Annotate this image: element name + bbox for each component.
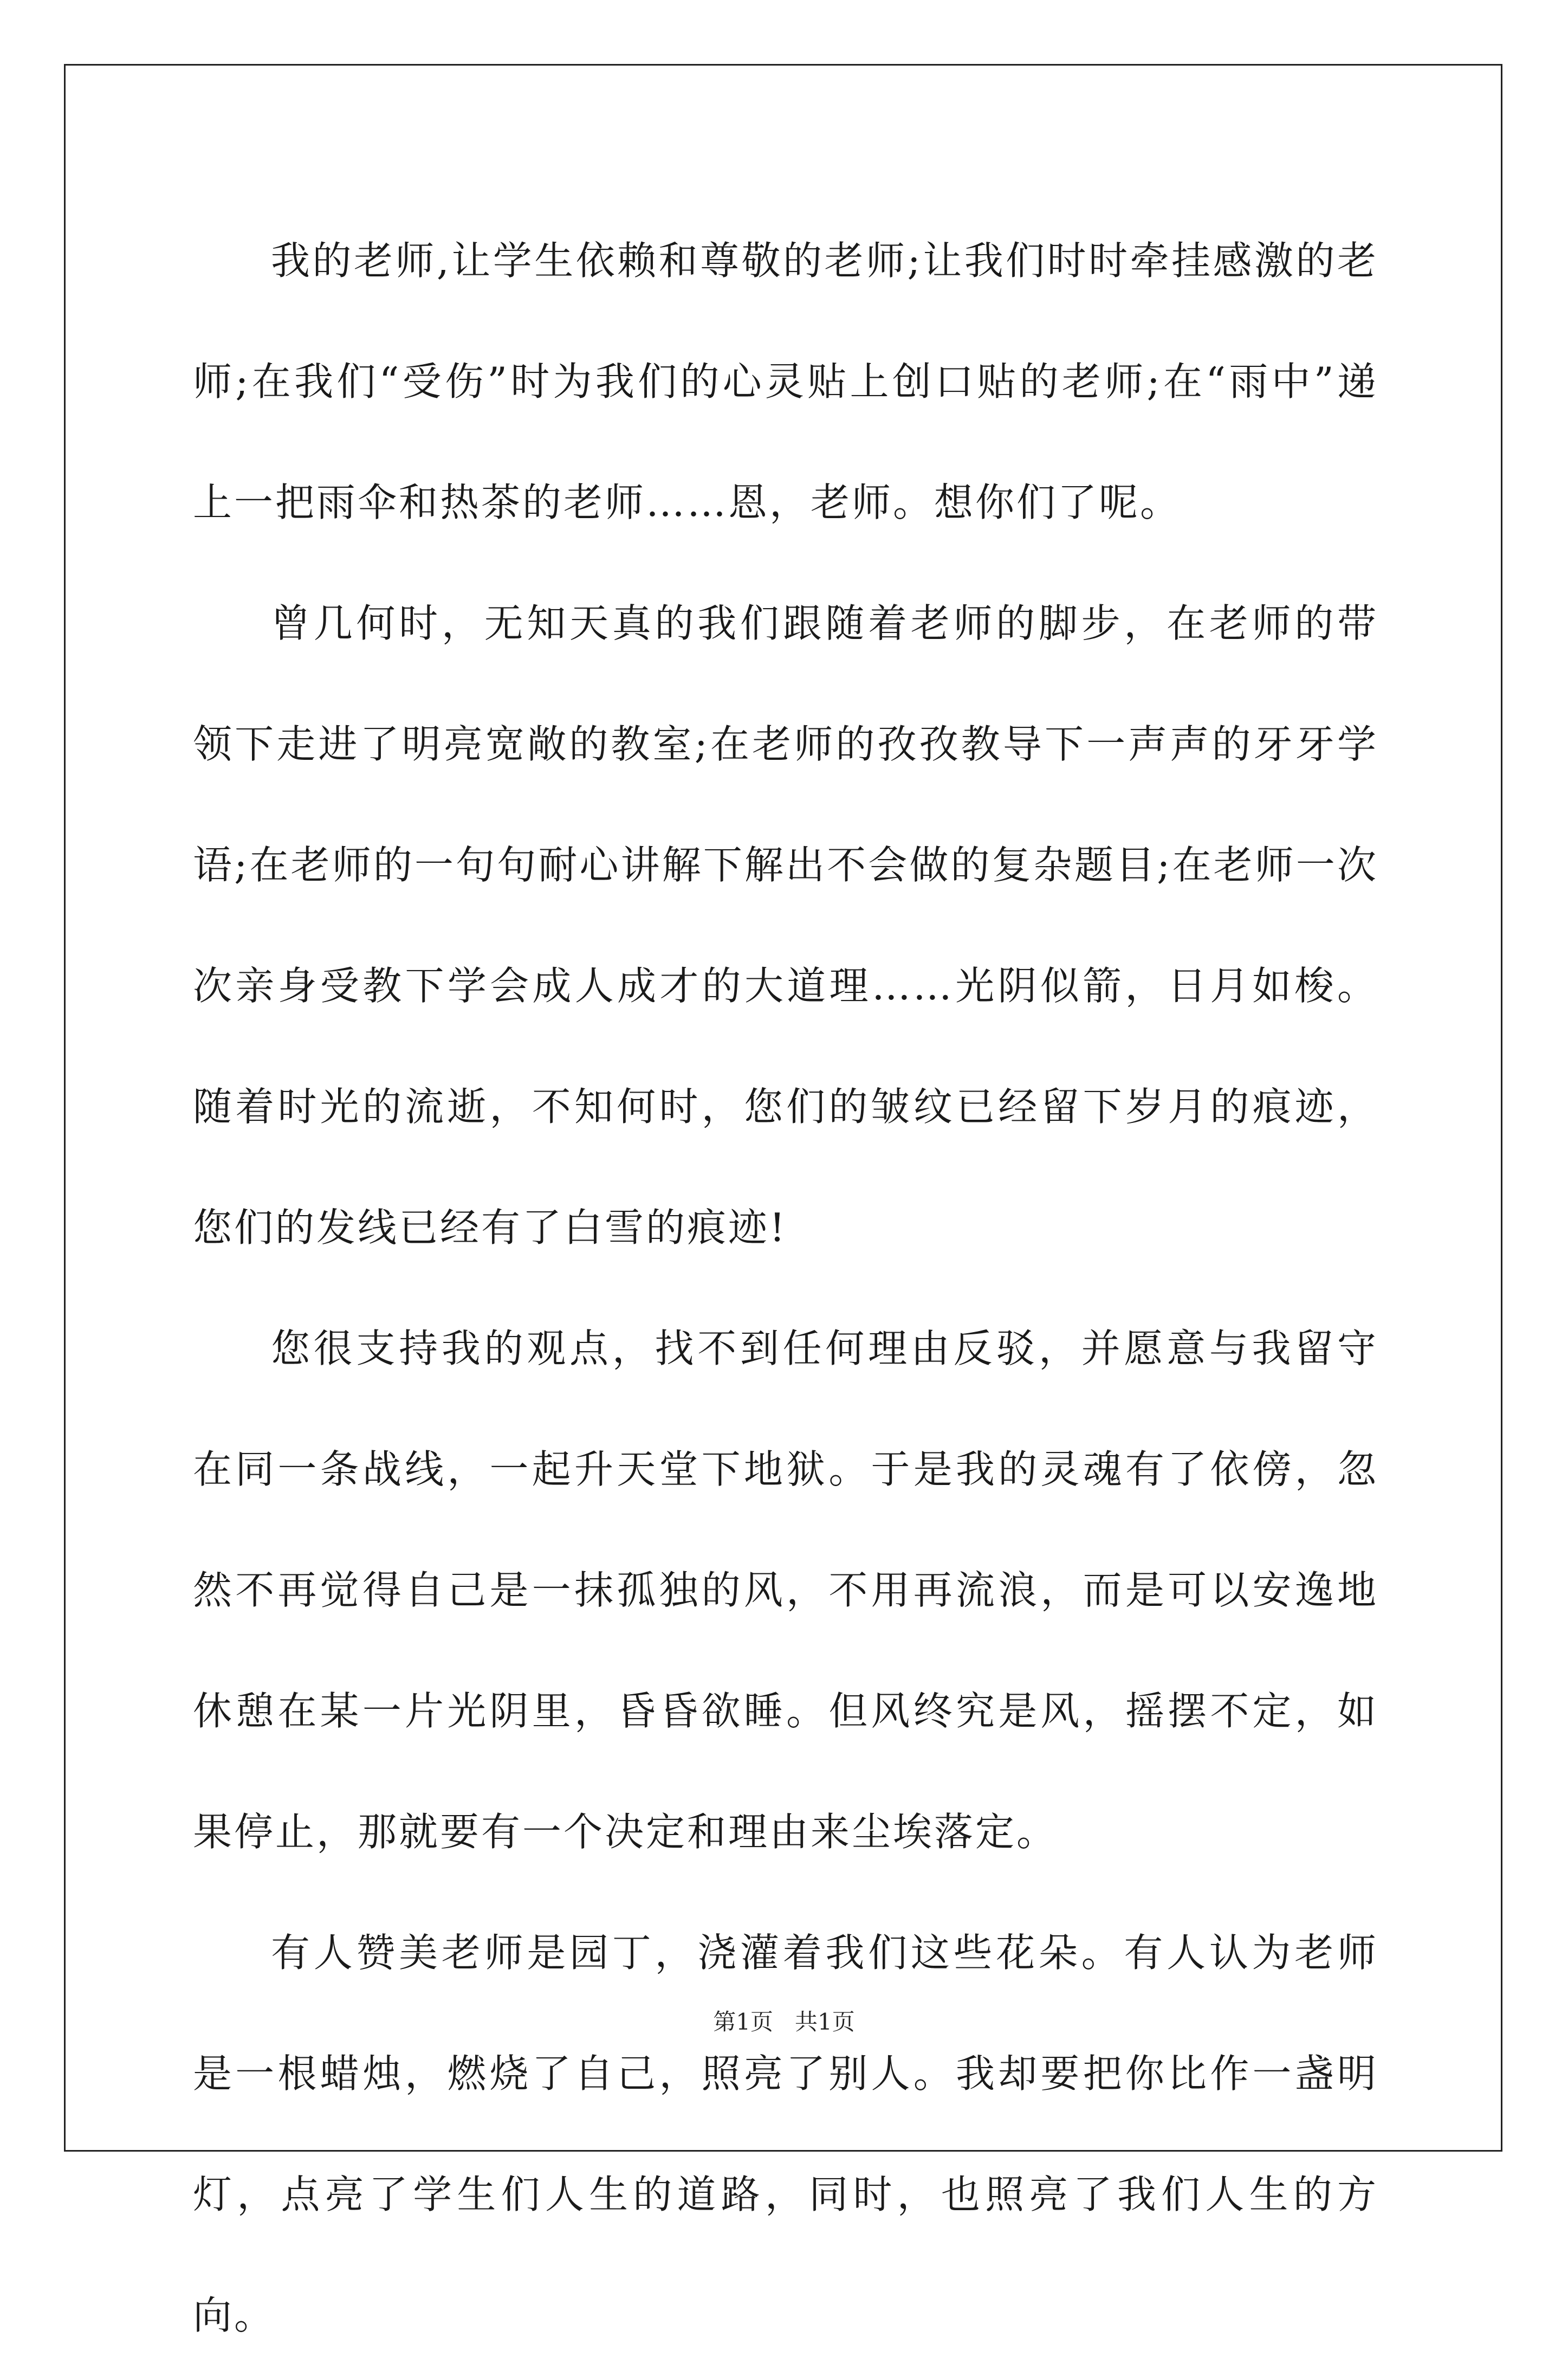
document-body [193,201,1378,2376]
paragraph-2: 曾几何时，无知天真的我们跟随着老师的脚步，在老师的带领下走进了明亮宽敞的教室;在老师的孜孜教导下一声声的牙牙学语;在老师的一句句耐心讲解下解出不会做的复杂题目;在老师一次次亲身受教下学会成人成才的大道理……光阴似箭，日月如梭。随着时光的流逝，不知何时，您们的皱纹已经留下岁月的痕迹，您们的发线已经有了白雪的痕迹! [193,601,1378,1250]
paragraph-1: 我的老师,让学生依赖和尊敬的老师;让我们时时牵挂感激的老师;在我们“受伤”时为我们的心灵贴上创口贴的老师;在“雨中”递上一把雨伞和热茶的老师……恩，老师。想你们了呢。 [193,238,1378,525]
paragraph-4: 有人赞美老师是园丁，浇灌着我们这些花朵。有人认为老师是一根蜡烛，燃烧了自己，照亮了别人。我却要把你比作一盏明灯，点亮了学生们人生的道路，同时，也照亮了我们人生的方向。 [193,1930,1378,2338]
page-number-footer: 第1页 共1页 [713,2009,855,2035]
paragraph-3: 您很支持我的观点，找不到任何理由反驳，并愿意与我留守在同一条战线，一起升天堂下地狱。于是我的灵魂有了依傍，忽然不再觉得自己是一抹孤独的风，不用再流浪，而是可以安逸地休憩在某一片光阴里，昏昏欲睡。但风终究是风，摇摆不定，如果停止，那就要有一个决定和理由来尘埃落定。 [193,1326,1378,1855]
